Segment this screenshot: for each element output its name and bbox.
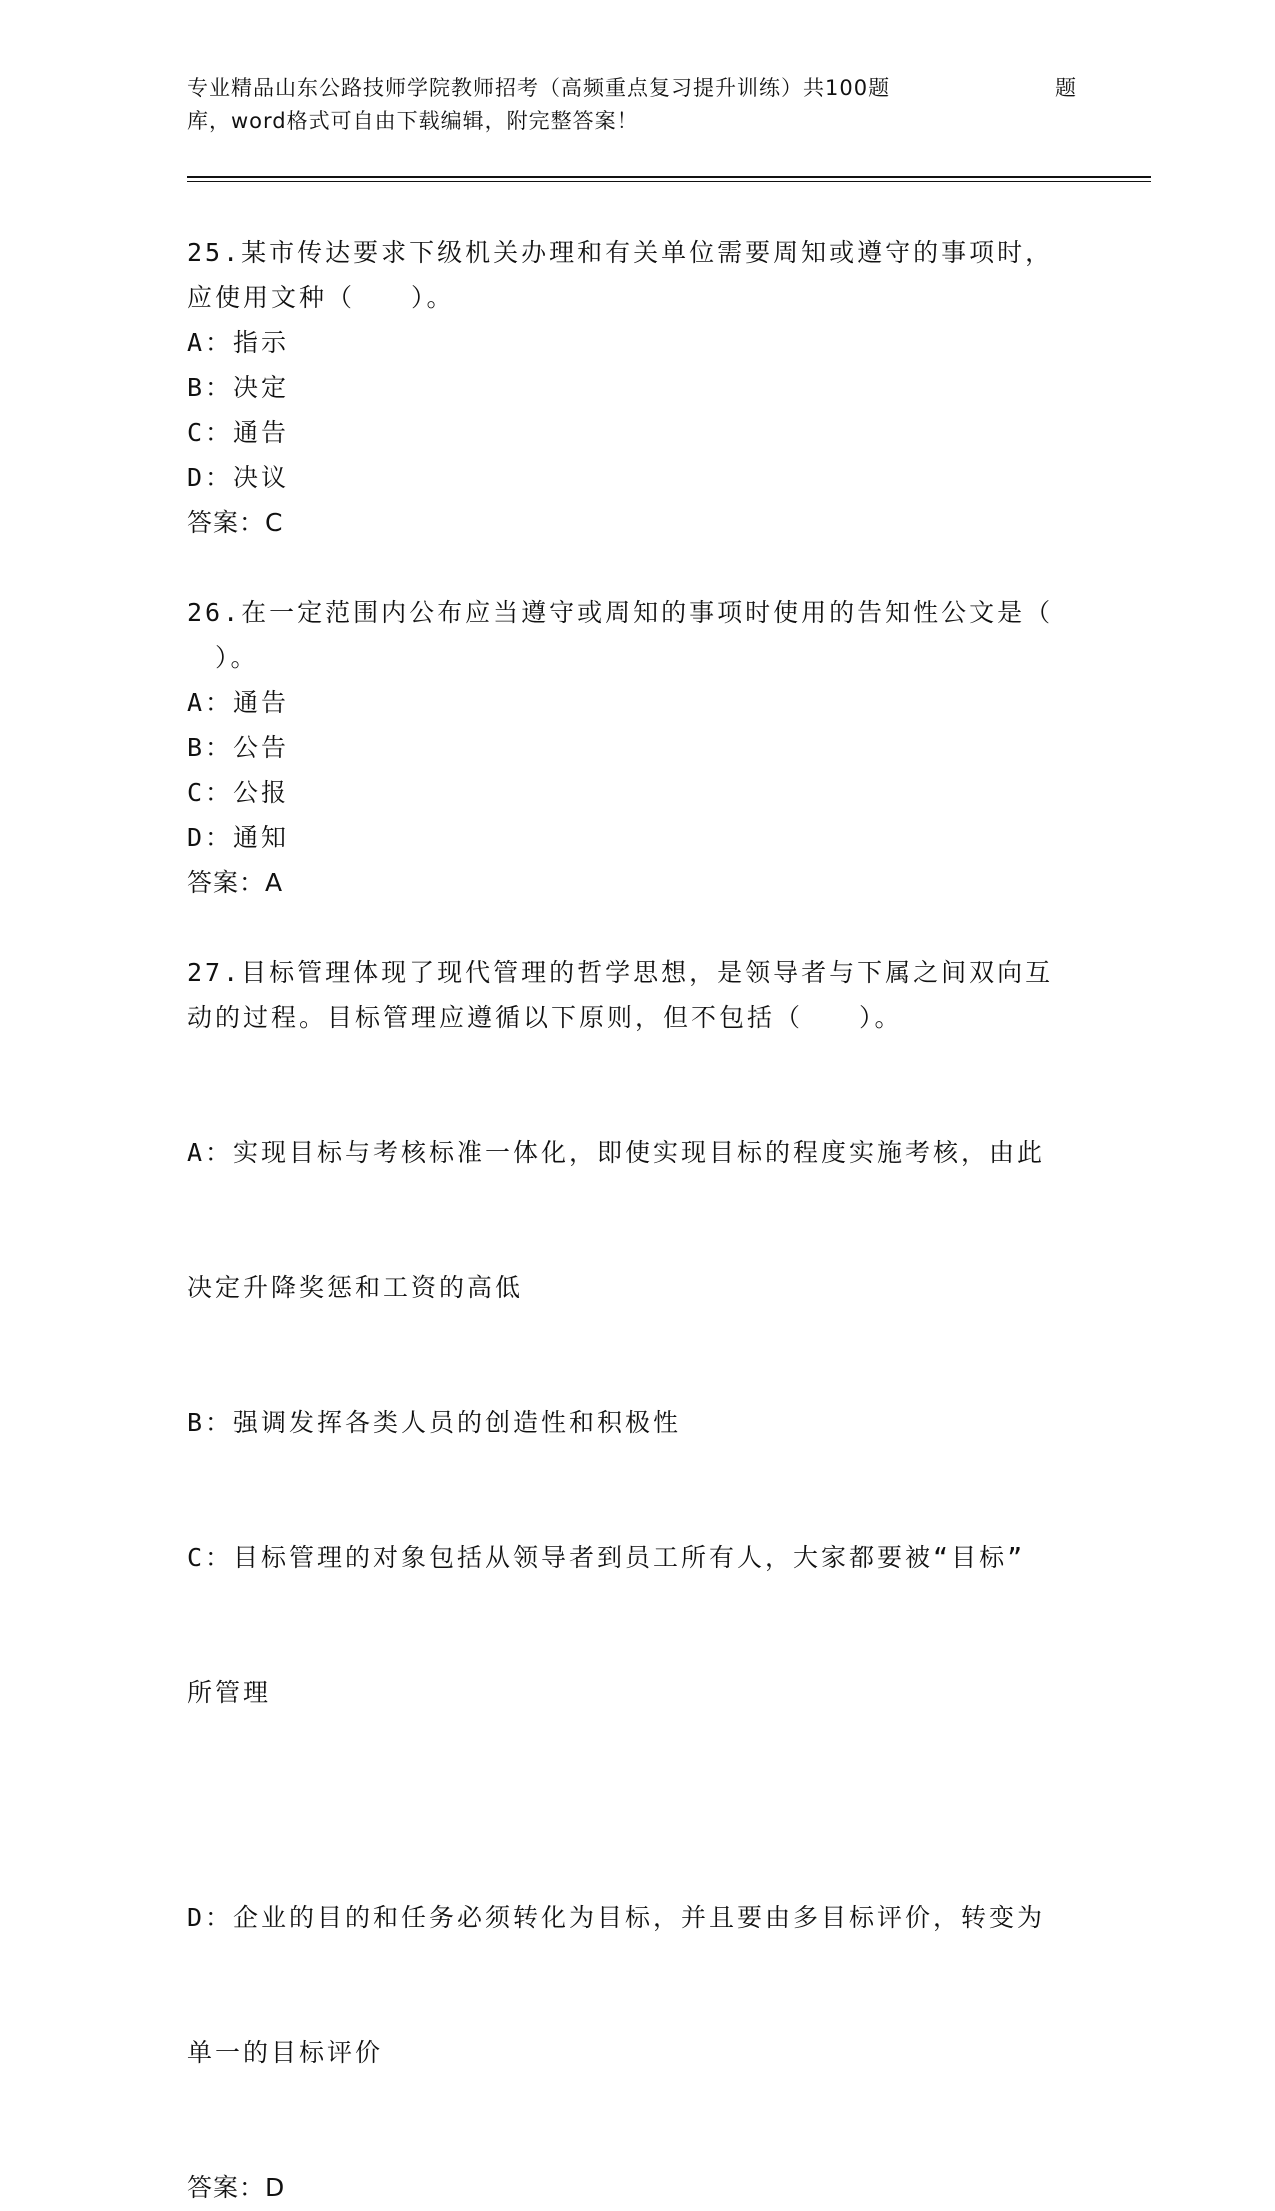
answer: 答案：A <box>187 868 284 897</box>
option-d: D：通知 <box>187 823 290 852</box>
option-c: C：公报 <box>187 778 290 807</box>
question-text <box>187 590 1067 680</box>
header-line-1 <box>187 72 1077 105</box>
question-text-line: 27.目标管理体现了现代管理的哲学思想，是领导者与下属之间双向互 <box>187 958 1054 987</box>
answer: 答案：C <box>187 508 284 537</box>
option-a <box>187 1040 1067 1400</box>
question-text-line: 25.某市传达要求下级机关办理和有关单位需要周知或遵守的事项时， <box>187 238 1054 267</box>
question-26 <box>187 590 1067 906</box>
question-text <box>187 230 1067 320</box>
document-header <box>187 72 1077 138</box>
header-divider-thin <box>187 181 1151 182</box>
header-title-tail: 题 <box>1055 76 1077 100</box>
question-text-line: ）。 <box>187 643 259 672</box>
question-text <box>187 950 1067 1040</box>
option-b: B：公告 <box>187 733 290 762</box>
option-line: A：实现目标与考核标准一体化，即使实现目标的程度实施考核，由此 <box>187 1138 1046 1167</box>
header-line-2: 库，word格式可自由下载编辑，附完整答案！ <box>187 109 639 133</box>
option-a: A：通告 <box>187 688 290 717</box>
answer: 答案：D <box>187 2173 286 2202</box>
option-b: B：决定 <box>187 373 290 402</box>
question-text-line: 应使用文种（ ）。 <box>187 283 455 312</box>
option-a: A：指示 <box>187 328 290 357</box>
header-divider-thick <box>187 176 1151 178</box>
option-d: D：决议 <box>187 463 290 492</box>
option-d <box>187 1805 1067 2165</box>
question-text-line: 动的过程。目标管理应遵循以下原则，但不包括（ ）。 <box>187 1003 903 1032</box>
option-line: 决定升降奖惩和工资的高低 <box>187 1273 524 1302</box>
option-c <box>187 1445 1067 1805</box>
option-line: 所管理 <box>187 1678 272 1707</box>
header-title: 专业精品山东公路技师学院教师招考（高频重点复习提升训练）共100题 <box>187 76 891 100</box>
option-line: 单一的目标评价 <box>187 2038 384 2067</box>
question-25 <box>187 230 1067 546</box>
option-b: B：强调发挥各类人员的创造性和积极性 <box>187 1408 682 1437</box>
option-line: D：企业的目的和任务必须转化为目标，并且要由多目标评价，转变为 <box>187 1903 1046 1932</box>
option-c: C：通告 <box>187 418 290 447</box>
question-27 <box>187 950 1067 2211</box>
question-text-line: 26.在一定范围内公布应当遵守或周知的事项时使用的告知性公文是（ <box>187 598 1054 627</box>
option-line: C：目标管理的对象包括从领导者到员工所有人，大家都要被“目标” <box>187 1543 1026 1572</box>
